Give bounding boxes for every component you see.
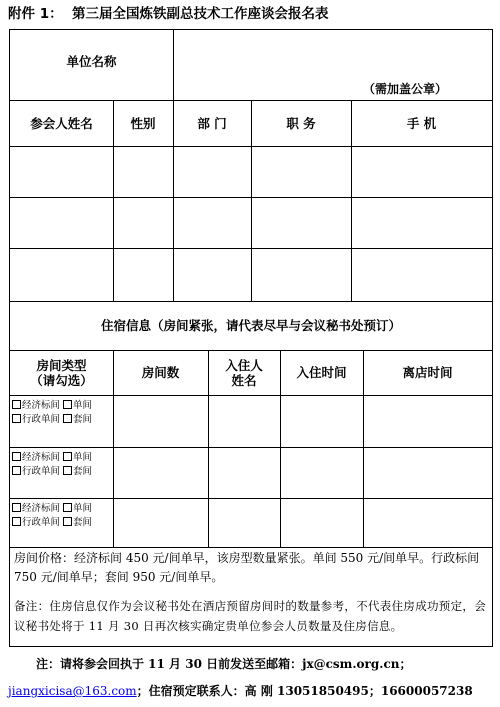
checkbox-single[interactable] xyxy=(63,400,72,409)
row-divider xyxy=(10,447,492,448)
attachment-label: 附件 1： xyxy=(8,6,63,22)
col-header-room-count: 房间数 xyxy=(141,365,180,380)
checkbox-executive[interactable] xyxy=(12,466,21,475)
participant-name-cell[interactable] xyxy=(10,198,113,248)
unit-name-label: 单位名称 xyxy=(66,53,117,69)
checkbox-economy[interactable] xyxy=(12,452,21,461)
col-header-guest-name: 入住人姓名 xyxy=(225,357,263,388)
form-title: 第三届全国炼铁副总技术工作座谈会报名表 xyxy=(72,6,329,22)
checkbox-economy[interactable] xyxy=(12,400,21,409)
registration-form xyxy=(9,29,493,647)
room-type-options: 经济标间 单间 行政单间 套间 xyxy=(10,502,113,547)
col-header-checkout: 离店时间 xyxy=(402,365,453,380)
checkbox-suite[interactable] xyxy=(63,414,72,423)
col-header-gender: 性别 xyxy=(130,115,156,131)
checkbox-executive[interactable] xyxy=(12,414,21,423)
room-price-note: 房间价格：经济标间 450 元/间单早，该房型数量紧张。单间 550 元/间单早。行政标间 750 元/间单早；套间 950 元/间单早。 xyxy=(14,551,480,584)
room-type-options: 经济标间 单间 行政单间 套间 xyxy=(10,451,113,498)
room-type-options: 经济标间 单间 行政单间 套间 xyxy=(10,399,113,447)
email-link[interactable]: jiangxicisa@163.com xyxy=(8,684,137,698)
row-divider xyxy=(10,547,492,548)
col-header-checkin: 入住时间 xyxy=(296,365,347,380)
footer-line-1: 注：请将参会回执于 11 月 30 日前发送至邮箱：jx@csm.org.cn； xyxy=(36,657,412,671)
checkbox-single[interactable] xyxy=(63,503,72,512)
participant-name-cell[interactable] xyxy=(10,249,113,301)
checkbox-suite[interactable] xyxy=(63,517,72,526)
col-header-mobile: 手 机 xyxy=(406,115,437,131)
col-header-name: 参会人姓名 xyxy=(30,115,93,131)
checkbox-suite[interactable] xyxy=(63,466,72,475)
lodging-title: 住宿信息（房间紧张，请代表尽早与会议秘书处预订） xyxy=(100,318,401,333)
row-divider xyxy=(10,498,492,499)
col-header-position: 职 务 xyxy=(286,115,316,131)
remark-note: 备注：住房信息仅作为会议秘书处在酒店预留房间时的数量参考，不代表住房成功预定，会议秘书处将于 11 月 30 日再次核实确定贵单位参会人员数量及住房信息。 xyxy=(14,599,486,633)
col-header-department: 部 门 xyxy=(197,115,227,131)
page-title xyxy=(8,4,498,24)
contact-info: ；住宿预定联系人：高 刚 13051850495；16600057238 xyxy=(136,684,473,698)
stamp-note: （需加盖公章） xyxy=(362,81,447,96)
footer-line-2 xyxy=(8,683,473,700)
col-header-room-type: 房间类型 （请勾选） xyxy=(30,357,93,388)
checkbox-single[interactable] xyxy=(63,452,72,461)
checkbox-economy[interactable] xyxy=(12,503,21,512)
participant-name-cell[interactable] xyxy=(10,147,113,197)
checkbox-executive[interactable] xyxy=(12,517,21,526)
row-divider xyxy=(10,395,492,396)
